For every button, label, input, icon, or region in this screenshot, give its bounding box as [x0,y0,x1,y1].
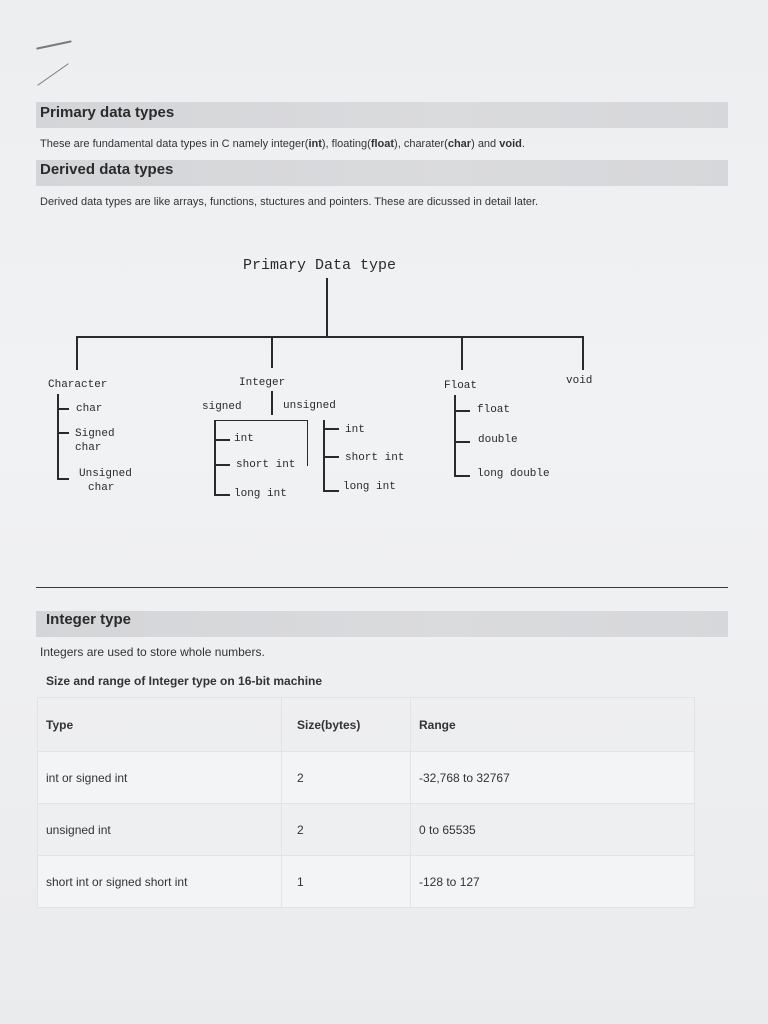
pen-mark [36,40,72,49]
keyword-float: float [370,138,395,150]
float-tick [454,441,470,443]
float-stem [454,395,456,477]
float-tick [454,410,470,412]
character-item-unsigned: Unsigned [79,468,132,480]
unsigned-item-long-int: long int [343,481,396,493]
cell-range: -32,768 to 32767 [411,752,695,804]
unsigned-item-int: int [345,424,365,436]
signed-tick [214,464,230,466]
integer-unsigned-label: unsigned [283,400,336,412]
keyword-void: void [499,138,522,150]
text-segment: ), floating( [321,138,371,150]
character-item-signed-char: char [75,442,102,454]
unsigned-tick [323,456,339,458]
keyword-int: int [308,138,322,150]
heading-band [36,611,728,637]
column-header-size: Size(bytes) [282,698,411,752]
float-tick [454,475,470,477]
integer-size-table [37,697,695,908]
float-label: Float [444,380,478,392]
cell-size: 2 [282,752,411,804]
unsigned-item-short-int: short int [345,452,405,464]
signed-right [307,420,308,466]
text-segment: ) and [471,138,500,150]
character-tick [57,478,69,480]
character-item-char: char [76,403,103,415]
table-header-row [38,698,695,752]
tree-trunk [326,278,328,336]
table-row [38,752,695,804]
float-item-double: double [478,434,518,446]
integer-intro: Integers are used to store whole numbers. [40,645,265,659]
table-row [38,856,695,908]
cell-type: short int or signed short int [38,856,282,908]
primary-description [40,138,525,150]
cell-range: 0 to 65535 [411,804,695,856]
table-row [38,804,695,856]
tree-branch-bar [76,336,584,338]
cell-type: int or signed int [38,752,282,804]
integer-split [271,391,273,415]
derived-heading: Derived data types [40,161,174,178]
derived-description: Derived data types are like arrays, functions, stuctures and pointers. These are dicussed in detail later. [40,196,539,208]
table-caption: Size and range of Integer type on 16-bit machine [46,674,323,688]
pen-mark [37,63,69,86]
column-header-range: Range [411,698,695,752]
character-label: Character [48,379,108,391]
section-divider [36,587,728,588]
integer-heading: Integer type [46,611,132,628]
character-stem [57,394,59,480]
character-tick [57,408,69,410]
signed-item-int: int [234,433,254,445]
signed-tick [214,494,230,496]
void-label: void [566,375,593,387]
text-segment: . [521,138,525,150]
signed-top [214,420,308,421]
diagram-title: Primary Data type [243,257,397,274]
cell-size: 1 [282,856,411,908]
signed-tick [214,439,230,441]
branch-void [582,336,584,370]
signed-item-long-int: long int [234,488,287,500]
column-header-type: Type [38,698,282,752]
cell-range: -128 to 127 [411,856,695,908]
character-item-unsigned-char: char [88,482,115,494]
integer-label: Integer [239,377,286,389]
signed-item-short-int: short int [236,459,296,471]
integer-signed-label: signed [202,401,242,413]
unsigned-tick [323,428,339,430]
cell-size: 2 [282,804,411,856]
character-tick [57,432,69,434]
text-segment: ), charater( [394,138,448,150]
branch-character [76,336,78,370]
cell-type: unsigned int [38,804,282,856]
unsigned-tick [323,490,339,492]
branch-integer [271,336,273,368]
text-segment: These are fundamental data types in C namely integer( [40,138,309,150]
keyword-char: char [447,138,472,150]
branch-float [461,336,463,370]
float-item-float: float [477,404,511,416]
character-item-signed: Signed [75,428,115,440]
signed-stem [214,420,216,496]
float-item-long-double: long double [477,468,550,480]
primary-heading: Primary data types [40,104,175,121]
